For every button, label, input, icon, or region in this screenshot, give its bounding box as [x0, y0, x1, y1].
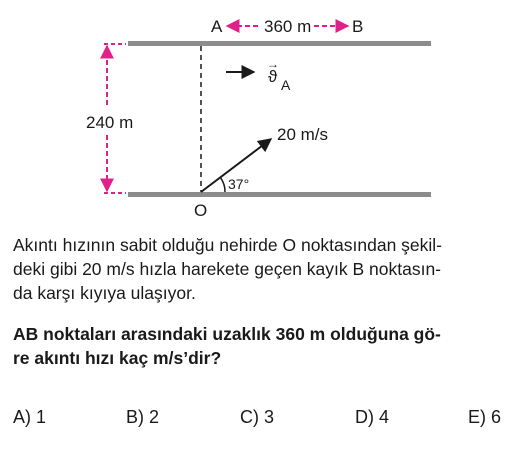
choice-a[interactable] [13, 407, 46, 428]
choice-letter: E) [468, 407, 486, 427]
ab-distance-label: 360 m [264, 17, 312, 36]
current-velocity-subscript: A [281, 77, 291, 93]
choice-letter: A) [13, 407, 31, 427]
angle-arc [220, 177, 225, 192]
boat-speed-label: 20 m/s [277, 125, 329, 144]
choice-letter: C) [240, 407, 259, 427]
choice-value: 6 [491, 407, 502, 427]
choice-e[interactable] [468, 407, 501, 428]
origin-label: O [194, 201, 208, 220]
question-body-line: deki gibi 20 m/s hızla harekete geçen kayık B noktasın- [13, 259, 442, 279]
question-body-line: Akıntı hızının sabit olduğu nehirde O noktasından şekil- [13, 235, 443, 255]
current-vector-arrow-icon: → [267, 57, 279, 71]
point-a-label: A [211, 17, 223, 36]
river-width-label: 240 m [86, 113, 134, 132]
current-velocity-symbol: ϑ [268, 67, 278, 86]
top-river-bank [128, 41, 431, 46]
point-b-label: B [352, 17, 364, 36]
question-prompt [13, 322, 518, 370]
choice-letter: D) [355, 407, 374, 427]
choice-value: 3 [264, 407, 275, 427]
question-body [13, 233, 518, 305]
bottom-river-bank [128, 192, 431, 197]
choice-d[interactable] [355, 407, 389, 428]
question-body-line: da karşı kıyıya ulaşıyor. [13, 283, 196, 303]
choice-value: 4 [379, 407, 390, 427]
angle-label: 37° [228, 176, 250, 192]
choice-c[interactable] [240, 407, 274, 428]
question-prompt-line: AB noktaları arasındaki uzaklık 360 m olduğuna gö- [13, 324, 441, 344]
choice-value: 1 [36, 407, 47, 427]
choice-value: 2 [149, 407, 160, 427]
question-prompt-line: re akıntı hızı kaç m/s’dir? [13, 348, 222, 368]
choice-b[interactable] [126, 407, 159, 428]
choice-letter: B) [126, 407, 144, 427]
